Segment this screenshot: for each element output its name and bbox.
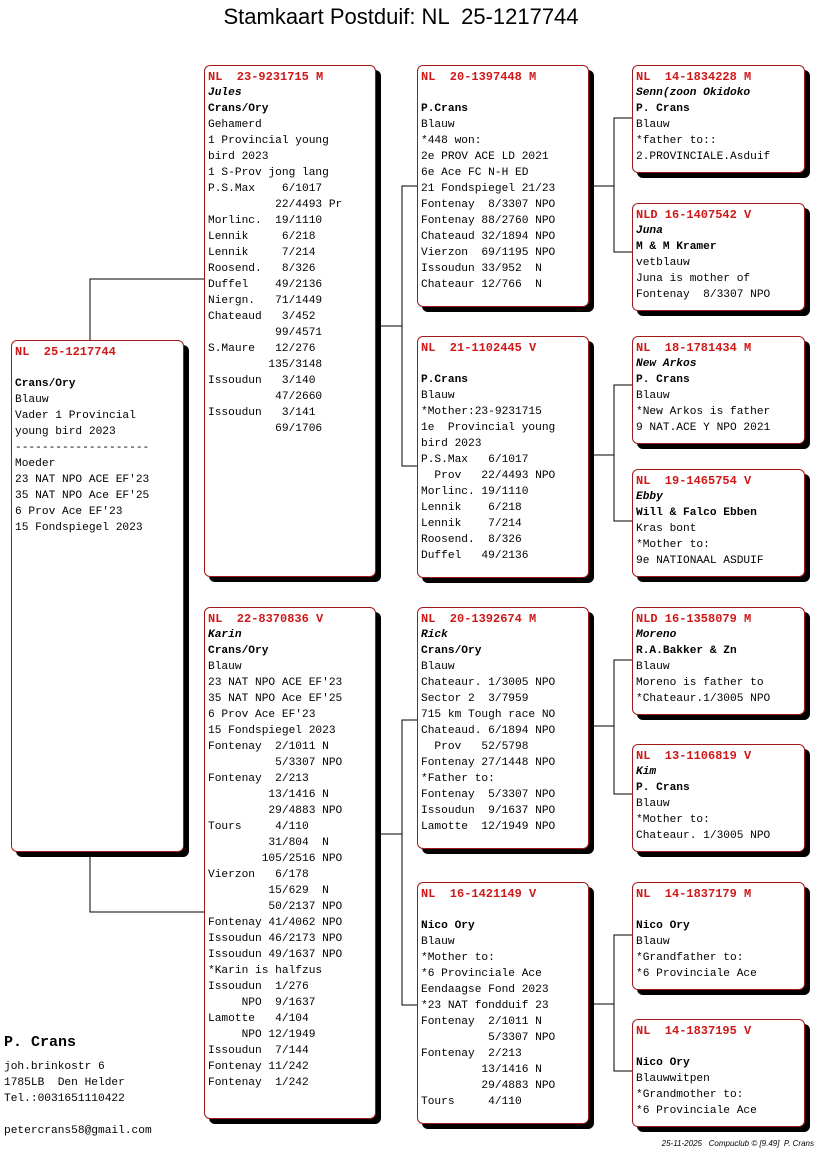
ring-number: NLD 16-1407542 V (636, 208, 752, 222)
breeder-name: R.A.Bakker & Zn (636, 645, 737, 657)
breeder-name: Crans/Ory (208, 103, 269, 115)
dam-dam-sire-card[interactable]: NL 14-1837179 M Nico Ory Blauw *Grandfather to: *6 Provinciale Ace (632, 882, 805, 990)
sire-sire-card[interactable]: NL 20-1397448 M P.Crans Blauw *448 won: 2e PROV ACE LD 2021 6e Ace FC N-H ED 21 Fondspiegel 21/23 Fontenay 8/3307 NPO Fontenay 88/2760 NPO Chateaud 32/1894 NPO Vierzon 69/1195 NPO Issoudun 33/952 N Chateaur 12/766 N (417, 65, 589, 307)
owner-email[interactable]: petercrans58@gmail.com (4, 1125, 152, 1137)
dam-dam-card[interactable]: NL 16-1421149 V Nico Ory Blauw *Mother to: *6 Provinciale Ace Eendaagse Fond 2023 *23 NAT fondduif 23 Fontenay 2/1011 N 5/3307 NPO Fontenay 2/213 13/1416 N 29/4883 NPO Tours 4/110 (417, 882, 589, 1124)
breeder-name: Will & Falco Ebben (636, 507, 757, 519)
sire-dam-card[interactable]: NL 21-1102445 V P.Crans Blauw *Mother:23-9231715 1e Provincial young bird 2023 P.S.Max 6/1017 Prov 22/4493 NPO Morlinc. 19/1110 Lennik 6/218 Lennik 7/214 Roosend. 8/326 Duffel 49/2136 (417, 336, 589, 578)
footer-credit: 25-11-2025 Compuclub © [9.49] P. Crans (661, 1139, 814, 1148)
ring-number: NL 22-8370836 V (208, 612, 324, 626)
pigeon-name: Senn(zoon Okidoko (636, 87, 751, 99)
pigeon-name: Karin (208, 629, 242, 641)
ring-number: NL 23-9231715 M (208, 70, 324, 84)
ring-number: NL 19-1465754 V (636, 474, 752, 488)
breeder-name: P. Crans (636, 103, 690, 115)
breeder-name: Nico Ory (421, 920, 475, 932)
owner-name: P. Crans (4, 1034, 77, 1051)
breeder-name: Crans/Ory (208, 645, 269, 657)
ring-number: NL 21-1102445 V (421, 341, 537, 355)
ring-number: NL 20-1392674 M (421, 612, 537, 626)
sire-sire-sire-card[interactable]: NL 14-1834228 M Senn(zoon Okidoko P. Crans Blauw *father to:: 2.PROVINCIALE.Asduif (632, 65, 805, 173)
ring-number: NL 20-1397448 M (421, 70, 537, 84)
pigeon-name (636, 902, 800, 918)
sire-dam-sire-card[interactable]: NL 18-1781434 M New Arkos P. Crans Blauw *New Arkos is father 9 NAT.ACE Y NPO 2021 (632, 336, 805, 444)
pigeon-name: Rick (421, 629, 448, 641)
dam-sire-card[interactable]: NL 20-1392674 M Rick Crans/Ory Blauw Chateaur. 1/3005 NPO Sector 2 3/7959 715 km Tough race NO Chateaud. 6/1894 NPO Prov 52/5798 Fontenay 27/1448 NPO *Father to: Fontenay 5/3307 NPO Issoudun 9/1637 NPO Lamotte 12/1949 NPO (417, 607, 589, 849)
pigeon-name (636, 1039, 800, 1055)
breeder-name: P.Crans (421, 103, 468, 115)
pigeon-name (421, 85, 584, 101)
ring-number: NL 16-1421149 V (421, 887, 537, 901)
breeder-name: P. Crans (636, 782, 690, 794)
ring-number: NL 13-1106819 V (636, 749, 752, 763)
dam-card[interactable]: NL 22-8370836 V Karin Crans/Ory Blauw 23 NAT NPO ACE EF'23 35 NAT NPO Ace EF'25 6 Prov Ace EF'23 15 Fondspiegel 2023 Fontenay 2/1011 N 5/3307 NPO Fontenay 2/213 13/1416 N 29/4883 NPO Tours 4/110 31/804 N 105/2516 NPO Vierzon 6/178 15/629 N 50/2137 NPO Fontenay 41/4062 NPO Issoudun 46/2173 NPO Issoudun 49/1637 NPO *Karin is halfzus Issoudun 1/276 NPO 9/1637 Lamotte 4/104 NPO 12/1949 Issoudun 7/144 Fontenay 11/242 Fontenay 1/242 (204, 607, 376, 1119)
breeder-name: Nico Ory (636, 920, 690, 932)
subject-pigeon-card[interactable]: NL 25-1217744 Crans/Ory Blauw Vader 1 Provincial young bird 2023 -------------------- Moeder 23 NAT NPO ACE EF'23 35 NAT NPO Ace EF'25 6 Prov Ace EF'23 15 Fondspiegel 2023 (11, 340, 184, 852)
ring-number: NLD 16-1358079 M (636, 612, 752, 626)
dam-sire-sire-card[interactable]: NLD 16-1358079 M Moreno R.A.Bakker & Zn Blauw Moreno is father to *Chateaur.1/3005 NPO (632, 607, 805, 715)
sire-card[interactable]: NL 23-9231715 M Jules Crans/Ory Gehamerd 1 Provincial young bird 2023 1 S-Prov jong lang P.S.Max 6/1017 22/4493 Pr Morlinc. 19/1110 Lennik 6/218 Lennik 7/214 Roosend. 8/326 Duffel 49/2136 Niergn. 71/1449 Chateaud 3/452 99/4571 S.Maure 12/276 135/3148 Issoudun 3/140 47/2660 Issoudun 3/141 69/1706 (204, 65, 376, 577)
ring-number: NL 25-1217744 (15, 345, 116, 359)
ring-number: NL 18-1781434 M (636, 341, 752, 355)
ring-number: NL 14-1837179 M (636, 887, 752, 901)
breeder-name: P. Crans (636, 374, 690, 386)
owner-street: joh.brinkostr 6 (4, 1061, 105, 1073)
breeder-name: Nico Ory (636, 1057, 690, 1069)
sire-sire-dam-card[interactable]: NLD 16-1407542 V Juna M & M Kramer vetblauw Juna is mother of Fontenay 8/3307 NPO (632, 203, 805, 311)
pigeon-name (421, 902, 584, 918)
owner-phone: Tel.:0031651110422 (4, 1093, 125, 1105)
pigeon-name (421, 356, 584, 372)
dam-dam-dam-card[interactable]: NL 14-1837195 V Nico Ory Blauwwitpen *Grandmother to: *6 Provinciale Ace (632, 1019, 805, 1127)
pigeon-name: Kim (636, 766, 657, 778)
pigeon-name: New Arkos (636, 358, 697, 370)
dam-sire-dam-card[interactable]: NL 13-1106819 V Kim P. Crans Blauw *Mother to: Chateaur. 1/3005 NPO (632, 744, 805, 852)
owner-city: 1785LB Den Helder (4, 1077, 125, 1089)
pigeon-name: Juna (636, 225, 663, 237)
pigeon-name: Ebby (636, 491, 663, 503)
pigeon-name: Moreno (636, 629, 677, 641)
breeder-name: P.Crans (421, 374, 468, 386)
ring-number: NL 14-1834228 M (636, 70, 752, 84)
breeder-name: Crans/Ory (421, 645, 482, 657)
ring-number: NL 14-1837195 V (636, 1024, 752, 1038)
page-title: Stamkaart Postduif: NL 25-1217744 (223, 4, 579, 29)
sire-dam-dam-card[interactable]: NL 19-1465754 V Ebby Will & Falco Ebben Kras bont *Mother to: 9e NATIONAAL ASDUIF (632, 469, 805, 577)
breeder-name: M & M Kramer (636, 241, 717, 253)
pigeon-name: Jules (208, 87, 242, 99)
